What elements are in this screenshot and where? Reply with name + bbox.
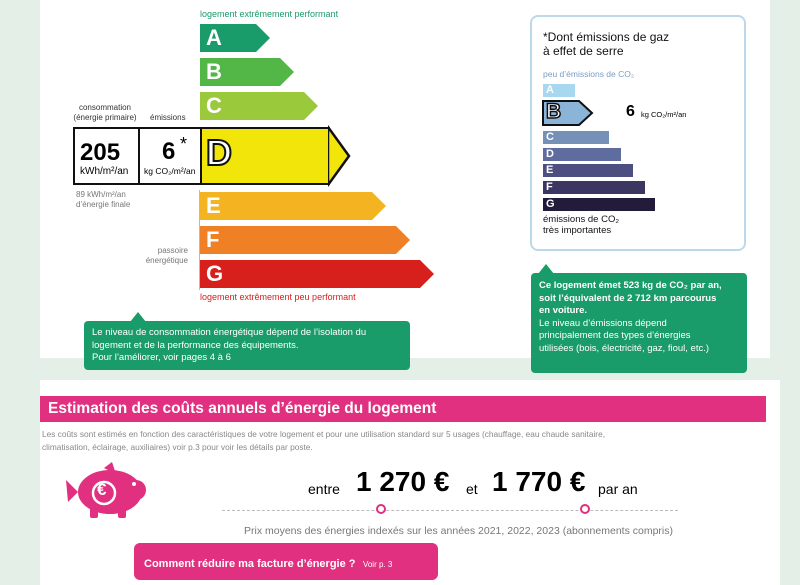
emissions-label: émissions [150,113,186,122]
cost-range-max-marker [580,504,590,514]
euro-symbol: € [97,480,107,499]
dpe-top-label: logement extrêmement performant [200,9,339,19]
estimation-desc [42,428,772,454]
callout-right-line3: en voiture. [539,305,588,316]
estimation-title: Estimation des coûts annuels d’énergie du logement [40,396,766,422]
emissions-star: * [180,134,188,154]
callout-right-line6: utilisées (bois, électricité, gaz, fioul, etc.) [539,342,710,354]
callout-right-line1: Ce logement émet 523 kg de CO₂ par an, [539,280,722,291]
piggy-bank-icon [64,462,154,522]
ges-bottom-label [543,214,619,236]
ges-bar-e: E [543,164,633,177]
cost-max: 1 770 € [492,466,586,497]
class-d-arrow [328,125,352,187]
ges-title-line2: à effet de serre [543,44,624,58]
class-bar-f: F [200,226,396,254]
class-bar-b: B [200,58,280,86]
ges-bar-g: G [543,198,655,211]
reduce-bill-button[interactable] [134,543,438,580]
reduce-bill-label: Comment réduire ma facture d’énergie ? [144,558,356,570]
class-bar-a: A [200,24,256,52]
ges-title [543,30,669,58]
ges-bottom-line1: émissions de CO₂ [543,214,620,225]
ges-title-line1: *Dont émissions de gaz [543,30,670,44]
ges-bar-a: A [543,84,575,97]
value-box-divider [138,129,140,183]
consumption-value: 205 [80,139,121,166]
ges-top-label: peu d’émissions de CO₂ [543,69,635,79]
class-bar-g: G [200,260,420,288]
emissions-value: 6 [162,138,176,165]
callout-left-line3: Pour l’améliorer, voir pages 4 à 6 [92,352,231,363]
class-bar-e: E [200,192,372,220]
ges-bar-d: D [543,148,621,161]
callout-left-line1: Le niveau de consommation énergétique dépend de l’isolation du [92,327,367,338]
ges-unit: kg CO₂/m²/an [641,110,687,119]
scale-divider [199,190,200,290]
callout-left-line2: logement et de la performance des équipements. [92,339,299,351]
callout-left [84,321,410,370]
cost-par-an: par an [598,481,638,497]
ges-current-letter: B [546,100,562,123]
estimation-desc-line1: Les coûts sont estimés en fonction des caractéristiques de votre logement et pour une utilisation standard sur 5 usages (chauffage, eau chaude sanitaire, [42,429,605,439]
ges-bottom-line2: très importantes [543,225,612,236]
class-bar-c: C [200,92,304,120]
callout-right [531,273,747,373]
cost-range-line [222,510,678,511]
cost-et: et [466,481,478,497]
ges-value: 6 [626,103,635,120]
passoire-label: passoire énergétique [145,246,188,265]
class-d-letter: D [206,132,232,173]
estimation-desc-line2: climatisation, éclairage, auxiliaires) voir p.3 pour voir les détails par poste. [42,442,313,452]
callout-right-line2: soit l’équivalent de 2 712 km parcourus [539,292,717,304]
ges-bar-f: F [543,181,645,194]
callout-right-line5: principalement des types d’énergies [539,330,691,341]
cost-min: 1 270 € [356,466,450,497]
callout-right-line4: Le niveau d’émissions dépend [539,317,667,329]
consumption-label: consommation (énergie primaire) [73,103,137,122]
dpe-bottom-label: logement extrêmement peu performant [200,292,356,302]
final-energy: 89 kWh/m²/an d’énergie finale [76,190,131,209]
reduce-bill-ref: Voir p. 3 [362,560,393,569]
consumption-unit: kWh/m²/an [80,166,129,177]
prix-moyens: Prix moyens des énergies indexés sur les années 2021, 2022, 2023 (abonnements compris) [244,525,673,537]
ges-bar-c: C [543,131,609,144]
cost-entre: entre [308,481,340,497]
cost-range-min-marker [376,504,386,514]
emissions-unit: kg CO₂/m²/an [144,166,196,176]
